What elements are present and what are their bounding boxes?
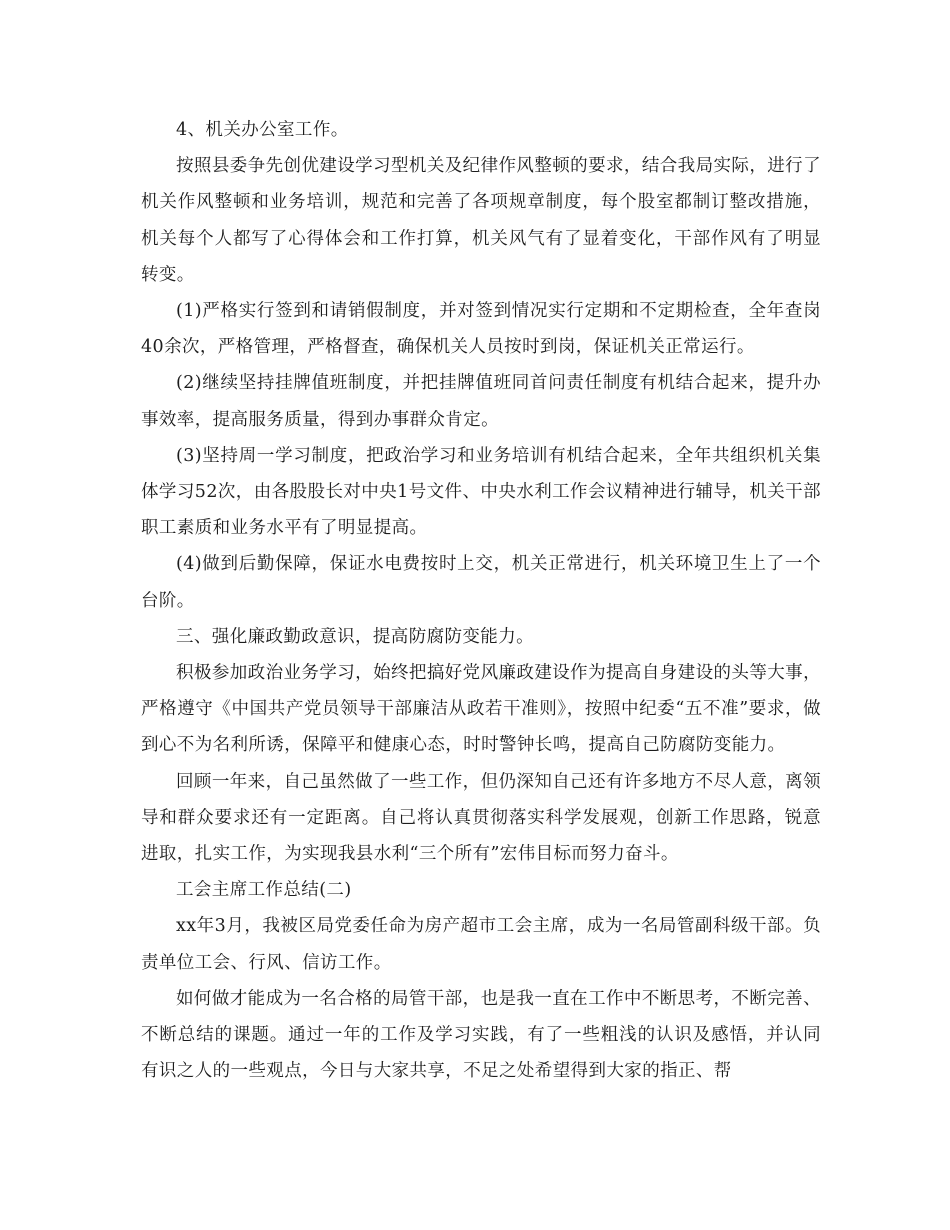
paragraph-review: 回顾一年来，自己虽然做了一些工作，但仍深知自己还有许多地方不尽人意，离领导和群众要求还有一定距离。自己将认真贯彻落实科学发展观，创新工作思路，锐意进取，扎实工作，为实现我县水利“三个所有”宏伟目标而努力奋斗。: [141, 771, 821, 865]
document-subtitle: 工会主席工作总结(二): [176, 880, 352, 901]
paragraph-appointment: xx年3月，我被区局党委任命为房产超市工会主席，成为一名局管副科级干部。负责单位工会、行风、信访工作。: [141, 916, 821, 973]
document-body: [141, 112, 821, 1089]
section-heading-integrity: 三、强化廉政勤政意识，提高防腐防变能力。: [176, 626, 534, 647]
paragraph-item-3-study: (3)坚持周一学习制度，把政治学习和业务培训有机结合起来，全年共组织机关集体学习52次，由各股股长对中央1号文件、中央水利工作会议精神进行辅导，机关干部职工素质和业务水平有了明显提高。: [141, 445, 821, 539]
paragraph-item-4-logistics: (4)做到后勤保障，保证水电费按时上交，机关正常进行，机关环境卫生上了一个台阶。: [141, 554, 821, 611]
paragraph-item-1-attendance: (1)严格实行签到和请销假制度，并对签到情况实行定期和不定期检查，全年查岗40余次，严格管理，严格督查，确保机关人员按时到岗，保证机关正常运行。: [141, 301, 821, 358]
paragraph-office-rectification: 按照县委争先创优建设学习型机关及纪律作风整顿的要求，结合我局实际，进行了机关作风整顿和业务培训，规范和完善了各项规章制度，每个股室都制订整改措施，机关每个人都写了心得体会和工作打算，机关风气有了显着变化，干部作风有了明显转变。: [141, 156, 821, 285]
section-heading-office-work: 4、机关办公室工作。: [176, 120, 349, 140]
paragraph-item-2-duty: (2)继续坚持挂牌值班制度，并把挂牌值班同首问责任制度有机结合起来，提升办事效率，提高服务质量，得到办事群众肯定。: [141, 373, 821, 430]
paragraph-reflection: 如何做才能成为一名合格的局管干部，也是我一直在工作中不断思考，不断完善、不断总结的课题。通过一年的工作及学习实践，有了一些粗浅的认识及感悟，并认同有识之人的一些观点，今日与大家共享，不足之处希望得到大家的指正、帮: [141, 988, 821, 1082]
paragraph-integrity: 积极参加政治业务学习，始终把搞好党风廉政建设作为提高自身建设的头等大事，严格遵守《中国共产党员领导干部廉洁从政若干准则》，按照中纪委“五不准”要求，做到心不为名利所诱，保障平和健康心态，时时警钟长鸣，提高自己防腐防变能力。: [141, 663, 821, 756]
